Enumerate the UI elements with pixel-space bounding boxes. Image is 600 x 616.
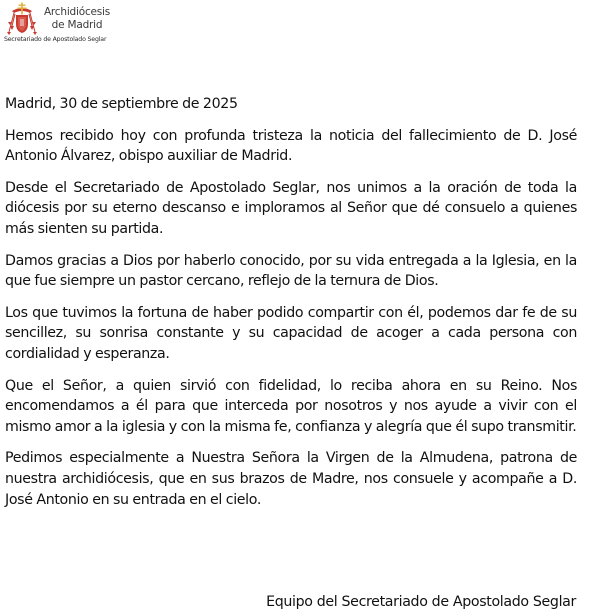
organization-name	[41, 6, 113, 31]
letterhead	[4, 2, 124, 46]
department-name: Secretariado de Apostolado Seglar	[4, 36, 107, 43]
letter-paragraph: Los que tuvimos la fortuna de haber podido compartir con él, podemos dar fe de su sencillez, su sonrisa constante y su capacidad de acoger a cada persona con cordialidad y esperanza.	[5, 304, 577, 362]
letter-paragraph: Desde el Secretariado de Apostolado Seglar, nos unimos a la oración de toda la diócesis por su eterno descanso e imploramos al Señor que dé consuelo a quienes más sienten su partida.	[5, 179, 577, 237]
letter-paragraph: Hemos recibido hoy con profunda tristeza la noticia del fallecimiento de D. José Antonio Álvarez, obispo auxiliar de Madrid.	[5, 127, 577, 165]
letter-paragraph: Que el Señor, a quien sirvió con fidelidad, lo reciba ahora en su Reino. Nos encomendamos a él para que interceda por nosotros y nos ayude a vivir con el mismo amor a la iglesia y con la misma fe, confianza y alegría que él supo transmitir.	[5, 377, 577, 435]
letter-paragraph: Pedimos especialmente a Nuestra Señora la Virgen de la Almudena, patrona de nuestra archidiócesis, que en sus brazos de Madre, nos consuele y acompañe a D. José Antonio en su entrada en el cielo.	[5, 450, 577, 508]
organization-name-line2: de Madrid	[51, 18, 103, 31]
letter-paragraph: Damos gracias a Dios por haberlo conocido, por su vida entregada a la Iglesia, en la que fue siempre un pastor cercano, reflejo de la ternura de Dios.	[5, 252, 577, 290]
letter-body	[5, 94, 577, 521]
organization-name-line1: Archidiócesis	[43, 6, 111, 18]
archdiocese-coat-of-arms-icon	[6, 2, 38, 36]
letter-date: Madrid, 30 de septiembre de 2025	[5, 96, 238, 112]
letter-signature: Equipo del Secretariado de Apostolado Seglar	[266, 594, 576, 610]
